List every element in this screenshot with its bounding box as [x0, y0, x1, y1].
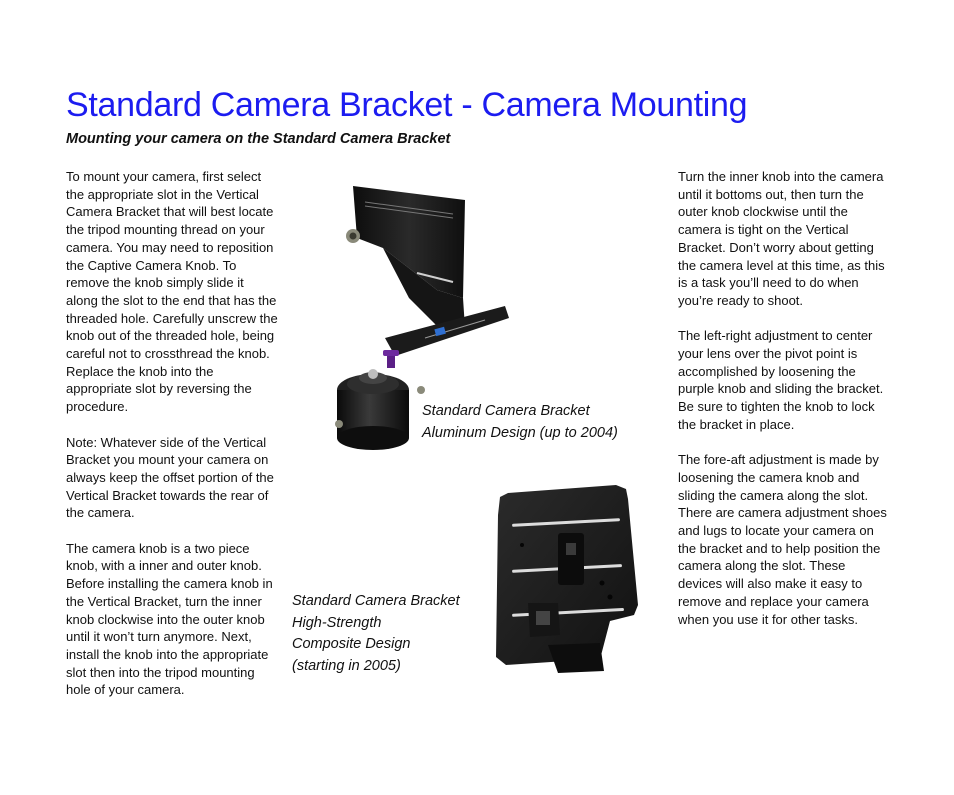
- page-subtitle: Mounting your camera on the Standard Camera Bracket: [66, 131, 451, 147]
- paragraph-left-right-adjustment: The left-right adjustment to center your lens over the pivot point is accomplished by loosening the purple knob and sliding the bracket. Be sure to tighten the knob to lock the bracket in place.: [678, 328, 884, 432]
- paragraph-fore-aft-adjustment: The fore-aft adjustment is made by loosening the camera knob and sliding the camera along the slot. There are camera adjustment shoes and lugs to locate your camera on the bracket and to help position the camera along the slot. These devices will also make it easy to remove and replace your camera when you use it for other tasks.: [678, 452, 887, 627]
- composite-bracket-photo: [488, 485, 658, 675]
- paragraph-offset-note: Note: Whatever side of the Vertical Bracket you mount your camera on always keep the offset portion of the Vertical Bracket towards the rear of the camera.: [66, 434, 274, 521]
- caption-line: Standard Camera Bracket: [422, 403, 590, 419]
- caption-line: Composite Design: [292, 636, 411, 652]
- caption-line: Aluminum Design (up to 2004): [422, 424, 618, 441]
- left-text-column: [66, 168, 278, 717]
- caption-line: Standard Camera Bracket: [292, 593, 460, 609]
- paragraph-camera-knob: The camera knob is a two piece knob, with a inner and outer knob. Before installing the camera knob in the Vertical Bracket, turn the inner knob clockwise into the outer knob until it won’t turn anymore. Next, install the knob into the appropriate slot then into the tripod mounting hole of your camera.: [66, 540, 273, 698]
- paragraph-tighten-camera: Turn the inner knob into the camera until it bottoms out, then turn the outer knob clockwise until the camera is tight on the Vertical Bracket. Don’t worry about getting the camera level at this time, as this is a task you’ll need to do when you’re ready to shoot.: [678, 169, 885, 308]
- aluminum-bracket-caption: [422, 401, 618, 444]
- right-text-column: [678, 168, 892, 646]
- caption-line: High-Strength: [292, 614, 382, 631]
- caption-line: (starting in 2005): [292, 657, 401, 674]
- composite-bracket-caption: [292, 591, 460, 677]
- paragraph-mounting-instructions: To mount your camera, first select the appropriate slot in the Vertical Camera Bracket that will best locate the tripod mounting thread on your camera. You may need to reposition the Captive Camera Knob. To remove the knob simply slide it along the slot to the end that has the threaded hole. Carefully unscrew the knob out of the threaded hole, being careful not to crossthread the knob. Replace the knob into the appropriate slot by reversing the procedure.: [66, 169, 278, 415]
- page-title: Standard Camera Bracket - Camera Mounting: [66, 86, 748, 124]
